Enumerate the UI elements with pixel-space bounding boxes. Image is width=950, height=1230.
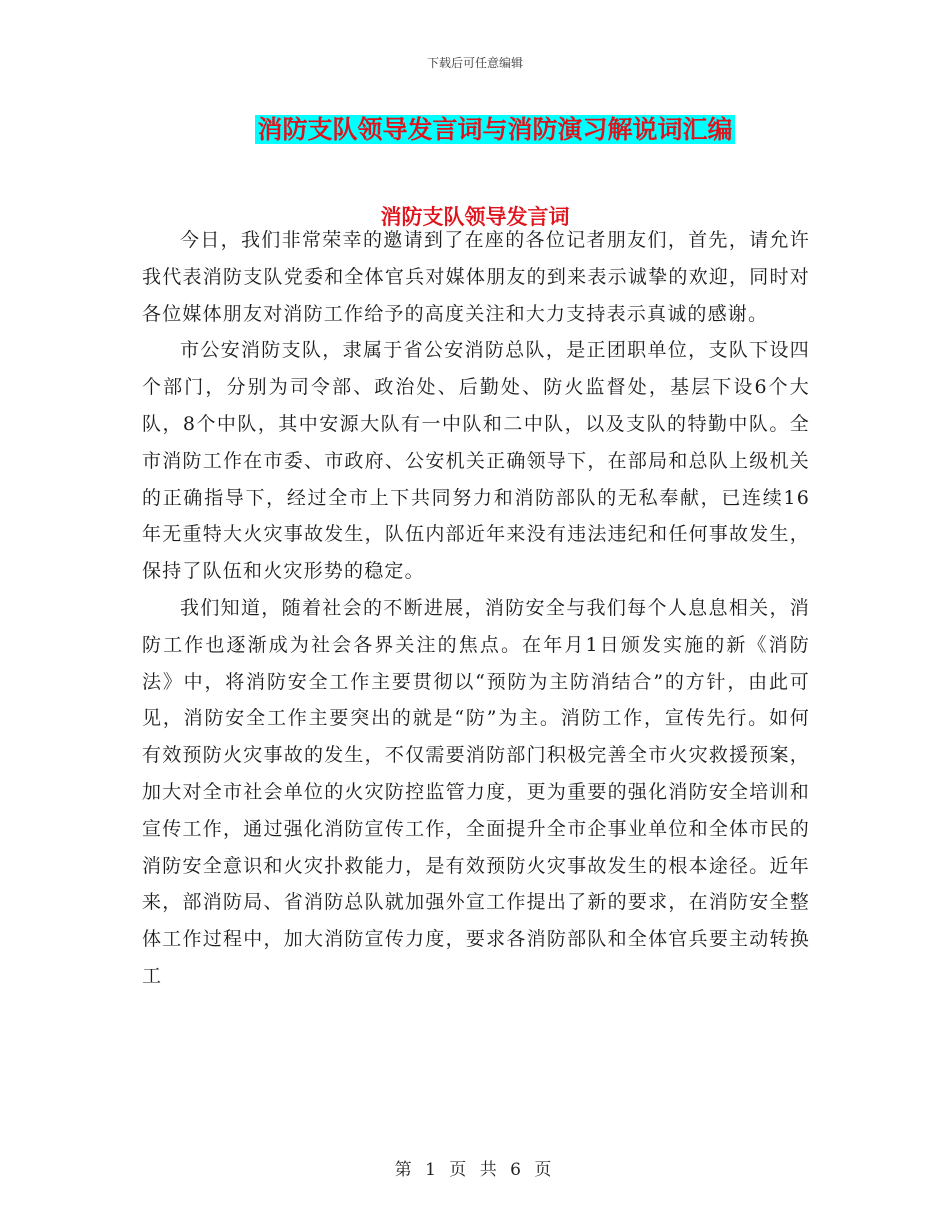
paragraph-2: 市公安消防支队，隶属于省公安消防总队，是正团职单位，支队下设四个部门，分别为司令部、政治处、后勤处、防火监督处，基层下设6个大队，8个中队，其中安源大队有一中队和二中队，以及支队的特勤中队。全市消防工作在市委、市政府、公安机关正确领导下，在部局和总队上级机关的正确指导下，经过全市上下共同努力和消防部队的无私奉献，已连续16年无重特大火灾事故发生，队伍内部近年来没有违法违纪和任何事故发生，保持了队伍和火灾形势的稳定。 [142,339,810,583]
section-title: 消防支队领导发言词 [380,204,570,229]
document-title [0,112,950,148]
header-note: 下载后可任意编辑 [426,56,523,70]
page-footer: 第 1 页 共 6 页 [394,1160,556,1180]
document-body [142,222,810,995]
document-title-highlight: 消防支队领导发言词与消防演习解说词汇编 [257,115,733,144]
paragraph-1: 今日，我们非常荣幸的邀请到了在座的各位记者朋友们，首先，请允许我代表消防支队党委和全体官兵对媒体朋友的到来表示诚挚的欢迎，同时对各位媒体朋友对消防工作给予的高度关注和大力支持表示真诚的感谢。 [142,229,810,325]
paragraph-3: 我们知道，随着社会的不断进展，消防安全与我们每个人息息相关，消防工作也逐渐成为社会各界关注的焦点。在年月1日颁发实施的新《消防法》中，将消防安全工作主要贯彻以“预防为主防消结合”的方针，由此可见，消防安全工作主要突出的就是“防”为主。消防工作，宣传先行。如何有效预防火灾事故的发生，不仅需要消防部门积极完善全市火灾救援预案，加大对全市社会单位的火灾防控监管力度，更为重要的强化消防安全培训和宣传工作，通过强化消防宣传工作，全面提升全市企事业单位和全体市民的消防安全意识和火灾扑救能力，是有效预防火灾事故发生的根本途径。近年来，部消防局、省消防总队就加强外宣工作提出了新的要求，在消防安全整体工作过程中，加大消防宣传力度，要求各消防部队和全体官兵要主动转换工 [142,596,810,987]
